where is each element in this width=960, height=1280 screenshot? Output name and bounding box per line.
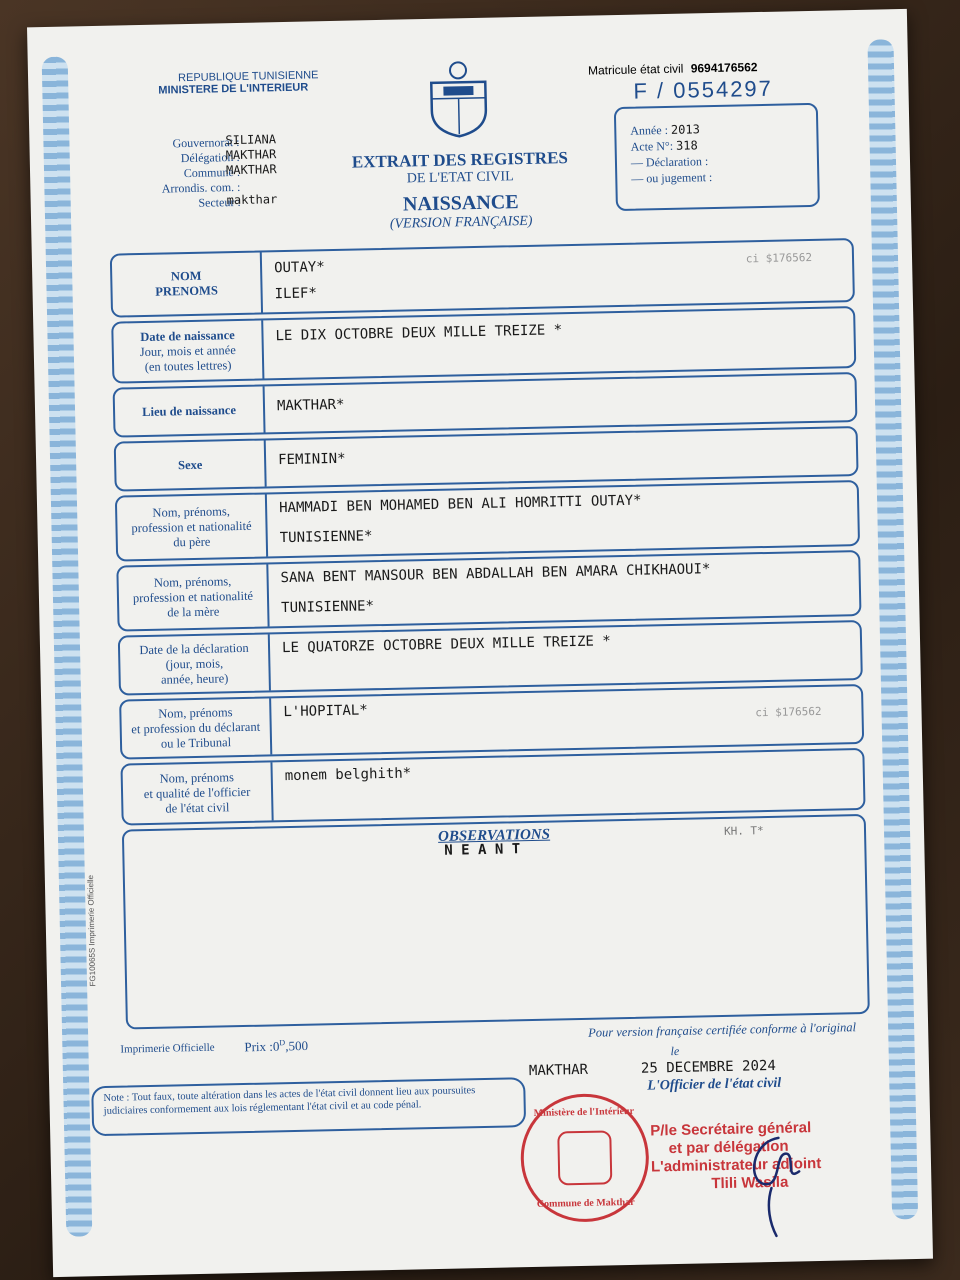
observations-ref: KH. T* (723, 824, 764, 838)
title-line4: (VERSION FRANÇAISE) (389, 213, 533, 232)
acte-box (614, 103, 820, 211)
place: MAKTHAR (528, 1061, 589, 1080)
location-values (225, 132, 277, 208)
declarant-ref: ci $176562 (755, 704, 822, 720)
title-line2: DE L'ETAT CIVIL (406, 169, 514, 187)
municipal-seal-stamp (519, 1093, 650, 1224)
secteur-value: makthar (226, 192, 278, 208)
gouvernorat-value: SILIANA (225, 132, 277, 148)
certification-text: Pour version française certifiée conforme à l'original (588, 1020, 857, 1040)
stamp-line1: P/le Secrétaire général (650, 1119, 812, 1140)
annee-value: 2013 (670, 122, 700, 137)
pere-value: HAMMADI BEN MOHAMED BEN ALI HOMRITTI OUTAY* (278, 492, 642, 517)
date-naissance-label: Date de naissance (140, 327, 235, 344)
row-declaration: Date de la déclaration (jour, mois, année, heure) LE QUATORZE OCTOBRE DEUX MILLE TREIZE * (118, 620, 863, 696)
decorative-border-left (42, 57, 93, 1237)
commune-label: Commune : (183, 164, 241, 181)
matricule-label: Matricule état civil (587, 61, 684, 78)
stamp-top-text: Ministère de l'Intérieur (533, 1105, 635, 1119)
document-title (330, 148, 592, 234)
decorative-border-right (867, 39, 918, 1219)
nom-label: NOM (170, 268, 202, 284)
observations-value: N E A N T (444, 841, 521, 859)
location-labels (124, 135, 241, 212)
delegation-label: Délégation : (180, 149, 240, 166)
ministry-label: MINISTERE DE L'INTERIEUR (158, 81, 309, 97)
gouvernorat-label: Gouvernorat : (172, 134, 240, 151)
mere-nationalite: TUNISIENNE* (281, 598, 375, 617)
jugement-label: — ou jugement : (631, 170, 713, 186)
observations-box (122, 814, 870, 1030)
arrondis-label: Arrondis. com. : (161, 179, 241, 196)
declaration-value: LE QUATORZE OCTOBRE DEUX MILLE TREIZE * (281, 633, 611, 657)
annee-label: Année : (630, 122, 669, 138)
tunisia-emblem-icon (423, 58, 495, 139)
nom-ref: ci $176562 (745, 250, 813, 266)
row-mere: Nom, prénoms, profession et nationalité de la mère SANA BENT MANSOUR BEN ABDALLAH BEN AMARA CHIKHAOUI* TUNISIENNE* (116, 550, 861, 632)
acte-value: 318 (675, 138, 698, 153)
commune-value: MAKTHAR (225, 162, 277, 178)
stamp-line3: L'administrateur adjoint (650, 1154, 822, 1176)
row-nom-prenoms (110, 238, 855, 318)
stamp-bottom-text: Commune de Makthar (536, 1196, 635, 1210)
side-print-code: FG10065S Imprimerie Officielle (86, 874, 98, 987)
stamp-name: Tlili Wasila (711, 1173, 789, 1193)
imprimerie-label: Imprimerie Officielle (120, 1041, 215, 1056)
stamp-line2: et par délégation (668, 1137, 789, 1158)
issue-date: 25 DECEMBRE 2024 (640, 1057, 776, 1077)
matricule-line (588, 60, 758, 78)
legal-note: Note : Tout faux, toute altération dans les actes de l'état civil donnent lieu aux poursuites judiciaires conformement aux lois réglementant l'état civil et au code pénal. (103, 1085, 476, 1117)
lieu-value: MAKTHAR* (276, 396, 345, 415)
handwritten-signature (740, 1131, 812, 1247)
pere-nationalite: TUNISIENNE* (279, 528, 373, 547)
price: Prix $:0^D,500$ (244, 1038, 309, 1055)
nom-value: OUTAY* (273, 259, 325, 277)
serial-number: F / 0554297 (633, 75, 774, 104)
row-declarant: Nom, prénoms et profession du déclarant ou le Tribunal L'HOPITAL* ci $176562 (119, 684, 864, 760)
date-prefix: le (670, 1043, 680, 1059)
stamp-emblem-icon (557, 1130, 612, 1185)
mere-value: SANA BENT MANSOUR BEN ABDALLAH BEN AMARA CHIKHAOUI* (280, 561, 711, 587)
title-line3: NAISSANCE (402, 191, 519, 216)
declarant-value: L'HOPITAL* (283, 702, 368, 721)
officier-value: monem belghith* (284, 765, 412, 785)
delegation-value: MAKTHAR (225, 147, 277, 163)
lieu-label: Lieu de naissance (142, 402, 237, 419)
officer-title: L'Officier de l'état civil (647, 1075, 782, 1094)
secteur-label: Secteur : (198, 194, 241, 210)
matricule-value: 9694176562 (690, 60, 758, 76)
observations-label: OBSERVATIONS (437, 826, 551, 845)
sexe-label: Sexe (177, 457, 203, 472)
title-line1: EXTRAIT DES REGISTRES (351, 148, 569, 172)
prenoms-value: ILEF* (274, 285, 317, 303)
row-date-naissance: Date de naissance Jour, mois et année (en toutes lettres) LE DIX OCTOBRE DEUX MILLE TREIZE * (111, 306, 856, 384)
date-naissance-value: LE DIX OCTOBRE DEUX MILLE TREIZE * (275, 322, 563, 345)
sexe-value: FEMININ* (277, 450, 346, 469)
acte-label: Acte N°: (630, 138, 674, 154)
prenoms-label: PRENOMS (155, 283, 218, 299)
row-officier: Nom, prénoms et qualité de l'officier de l'état civil monem belghith* (120, 748, 865, 826)
declaration-label: — Déclaration : (630, 154, 709, 170)
row-pere: Nom, prénoms, profession et nationalité du père HAMMADI BEN MOHAMED BEN ALI HOMRITTI OUTAY* TUNISIENNE* (115, 480, 860, 562)
birth-certificate-sheet (27, 9, 933, 1277)
legal-note-box (91, 1077, 526, 1136)
republic-label: REPUBLIQUE TUNISIENNE (177, 69, 319, 85)
